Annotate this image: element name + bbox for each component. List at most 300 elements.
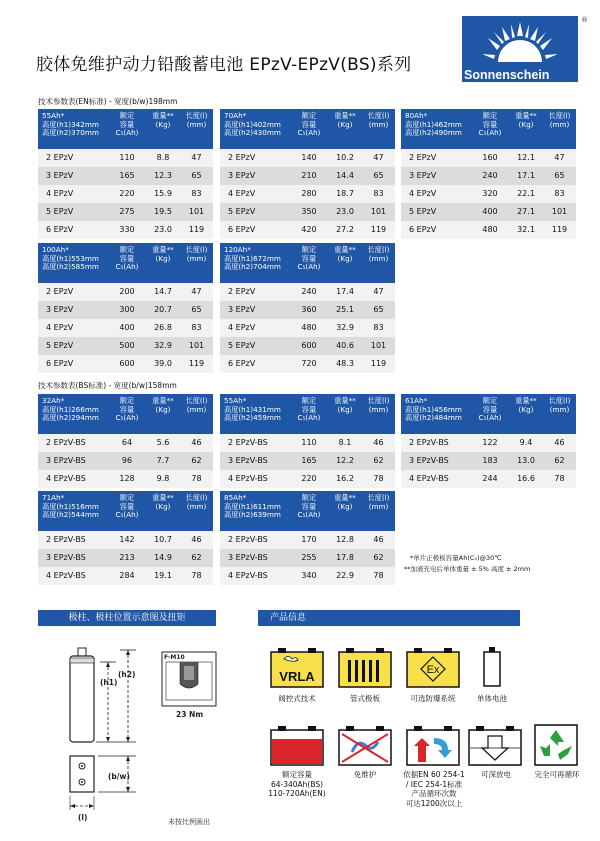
block-title-line: 高度(h2)459mm	[224, 413, 281, 423]
bs-block-3	[401, 394, 576, 488]
block-title-line: 高度(h2)704mm	[224, 262, 281, 272]
block-title	[224, 494, 294, 520]
cell-capacity: 275	[119, 207, 135, 216]
cell-weight: 25.1	[336, 305, 354, 314]
cell-capacity: 128	[119, 474, 135, 483]
cell-weight: 12.2	[336, 456, 354, 465]
col-length-header-line: (mm)	[549, 404, 570, 414]
cell-capacity: 255	[301, 553, 317, 562]
block-title-line: 高度(h1)402mm	[224, 119, 281, 129]
col-weight-header-line: 重量**	[515, 111, 537, 120]
cell-capacity: 200	[119, 287, 135, 296]
col-capacity-header	[114, 494, 140, 520]
cell-length: 62	[191, 553, 202, 562]
bs-block-4	[38, 491, 213, 585]
cell-weight: 12.8	[336, 535, 354, 544]
cell-capacity: 360	[301, 305, 317, 314]
cell-length: 101	[370, 207, 387, 216]
cell-length: 62	[373, 553, 384, 562]
cell-length: 62	[373, 456, 384, 465]
single-cell-icon	[482, 646, 502, 688]
col-length-header-line: (mm)	[186, 119, 207, 129]
cell-model: 4 EPzV-BS	[409, 474, 449, 483]
en-block-1	[38, 109, 213, 239]
en-block-2	[220, 109, 395, 239]
block-title-line: 高度(h2)484mm	[405, 413, 462, 423]
ex-text: Ex	[426, 664, 440, 676]
cell-model: 4 EPzV-BS	[228, 474, 268, 483]
dim-h2-label: (h2)	[118, 670, 136, 679]
table-row	[38, 434, 213, 452]
cell-weight: 27.1	[517, 207, 535, 216]
block-title-line: 55Ah*	[42, 111, 65, 120]
cell-length: 83	[191, 323, 202, 332]
cell-model: 4 EPzV	[228, 189, 256, 198]
col-capacity-header-line: 额定	[482, 111, 498, 120]
cell-capacity: 110	[301, 438, 317, 447]
table-row	[38, 452, 213, 470]
block-title-line: 高度(h1)431mm	[224, 404, 281, 414]
block-header	[38, 109, 213, 149]
cell-length: 119	[370, 359, 387, 368]
block-header	[401, 109, 576, 149]
capacity-icon	[270, 724, 324, 766]
ex-label: 可选防爆系统	[410, 694, 456, 703]
section-bs-label: 技术参数表(BS标准) - 宽度(b/w)158mm	[38, 381, 177, 390]
block-header	[220, 394, 395, 434]
col-length-header-line: 长度(l)	[548, 111, 571, 120]
cell-length: 47	[554, 153, 565, 162]
cell-length: 46	[191, 438, 202, 447]
col-length-header-line: (mm)	[186, 253, 207, 263]
col-capacity-header-line: 容量	[119, 501, 135, 511]
table-row	[220, 283, 395, 301]
table-row	[38, 185, 213, 203]
en-block-5	[220, 243, 395, 373]
table-row	[38, 531, 213, 549]
cell-weight: 23.0	[154, 225, 172, 234]
col-length-header-line: (mm)	[368, 253, 389, 263]
block-header	[220, 491, 395, 531]
col-capacity-header-line: 容量	[301, 119, 317, 129]
tubular-plate-icon	[338, 646, 392, 688]
cell-weight: 22.1	[517, 189, 535, 198]
cell-length: 78	[191, 474, 202, 483]
block-title-line: 高度(h1)456mm	[405, 404, 462, 414]
cell-model: 3 EPzV	[228, 305, 256, 314]
cell-capacity: 300	[119, 305, 135, 314]
col-weight-header-line: 重量**	[334, 396, 356, 405]
cell-capacity: 220	[301, 474, 317, 483]
cell-model: 6 EPzV	[409, 225, 437, 234]
col-weight-header-line: (Kg)	[155, 404, 171, 414]
col-capacity-header-line: 容量	[482, 404, 498, 414]
block-header	[38, 243, 213, 283]
col-length-header	[362, 397, 395, 414]
deep-discharge-icon	[468, 724, 522, 766]
vrla-label: 阀控式技术	[278, 694, 316, 703]
col-length-header-line: 长度(l)	[548, 396, 571, 405]
block-title-line: 高度(h1)611mm	[224, 501, 281, 511]
cell-capacity: 165	[119, 171, 135, 180]
recycle-label: 完全可再循环	[534, 770, 580, 779]
cell-length: 78	[191, 571, 202, 580]
block-rows	[401, 434, 576, 488]
cell-length: 65	[191, 171, 202, 180]
cycle-label-line1: 依据EN 60 254-1	[403, 770, 465, 779]
cell-capacity: 140	[301, 153, 317, 162]
brand-name: Sonnenschein	[464, 68, 550, 82]
col-length-header-line: 长度(l)	[367, 111, 390, 120]
col-capacity-header-line: 额定	[301, 396, 317, 405]
block-title-line: 高度(h1)462mm	[405, 119, 462, 129]
cell-capacity: 600	[119, 359, 135, 368]
cell-length: 101	[370, 341, 387, 350]
col-length-header	[543, 112, 576, 129]
cell-model: 4 EPzV-BS	[228, 571, 268, 580]
cell-model: 3 EPzV-BS	[228, 553, 268, 562]
table-row	[38, 301, 213, 319]
block-rows	[220, 531, 395, 585]
page-title: 胶体免维护动力铅酸蓄电池 EPzV-EPzV(BS)系列	[36, 55, 412, 75]
cell-capacity: 400	[482, 207, 498, 216]
block-title-line: 61Ah*	[405, 396, 428, 405]
cell-length: 62	[191, 456, 202, 465]
col-weight-header-line: 重量**	[515, 396, 537, 405]
maintenance-free-label: 免维护	[353, 770, 377, 779]
cell-model: 2 EPzV	[228, 287, 256, 296]
col-weight-header	[328, 397, 362, 414]
col-capacity-header-line: 容量	[301, 253, 317, 263]
product-info-bar: 产品信息	[258, 610, 520, 626]
cell-length: 78	[373, 474, 384, 483]
cell-capacity: 330	[119, 225, 135, 234]
single-cell-label: 单体电池	[477, 694, 507, 703]
col-capacity-header-line: 额定	[119, 493, 135, 502]
capacity-label-line1: 额定容量	[282, 770, 312, 779]
col-capacity-header-line: 额定	[482, 396, 498, 405]
block-title	[224, 397, 294, 423]
col-length-header-line: 长度(l)	[185, 111, 208, 120]
cell-model: 3 EPzV-BS	[46, 456, 86, 465]
block-title-line: 100Ah*	[42, 245, 69, 254]
cell-length: 101	[188, 207, 205, 216]
block-title-line: 高度(h2)430mm	[224, 128, 281, 138]
block-title-line: 高度(h2)544mm	[42, 510, 99, 520]
block-title-line: 高度(h2)370mm	[42, 128, 99, 138]
table-row	[38, 221, 213, 239]
col-capacity-header-line: 额定	[119, 111, 135, 120]
col-length-header	[180, 112, 213, 129]
cell-weight: 32.9	[154, 341, 172, 350]
cell-model: 2 EPzV-BS	[46, 438, 86, 447]
block-title-line: 高度(h2)585mm	[42, 262, 99, 272]
cell-capacity: 480	[301, 323, 317, 332]
table-row	[38, 283, 213, 301]
capacity-label-line3: 110-720Ah(EN)	[268, 789, 326, 798]
table-row	[220, 203, 395, 221]
col-weight-header	[146, 246, 180, 263]
block-title-line: 高度(h1)516mm	[42, 501, 99, 511]
col-weight-header-line: 重量**	[334, 493, 356, 502]
tubular-label: 管式极板	[350, 694, 380, 703]
cell-weight: 5.6	[156, 438, 170, 447]
table-row	[220, 355, 395, 373]
table-row	[220, 221, 395, 239]
footnote-2: **加液充电后单体重量 ± 5% 高度 ± 2mm	[404, 565, 531, 573]
cell-length: 46	[554, 438, 565, 447]
cell-weight: 32.1	[517, 225, 535, 234]
block-header	[38, 394, 213, 434]
col-weight-header	[328, 112, 362, 129]
table-row	[220, 185, 395, 203]
cell-weight: 12.1	[517, 153, 535, 162]
cell-capacity: 480	[482, 225, 498, 234]
table-row	[38, 337, 213, 355]
cell-length: 101	[551, 207, 568, 216]
cell-capacity: 240	[482, 171, 498, 180]
col-capacity-header-line: C₅(Ah)	[478, 413, 502, 423]
col-capacity-header	[477, 112, 503, 138]
cell-length: 83	[554, 189, 565, 198]
col-capacity-header-line: 容量	[301, 501, 317, 511]
cell-model: 3 EPzV	[46, 305, 74, 314]
col-weight-header-line: 重量**	[334, 245, 356, 254]
table-row	[220, 319, 395, 337]
block-title	[224, 112, 294, 138]
col-weight-header-line: 重量**	[152, 493, 174, 502]
cell-capacity: 400	[119, 323, 135, 332]
fm10-label: F-M10	[164, 654, 185, 661]
table-row	[401, 185, 576, 203]
cell-weight: 16.6	[517, 474, 535, 483]
cell-capacity: 280	[301, 189, 317, 198]
col-length-header-line: (mm)	[549, 119, 570, 129]
cell-capacity: 170	[301, 535, 317, 544]
cell-capacity: 213	[119, 553, 135, 562]
sun-icon	[462, 16, 578, 68]
cell-capacity: 220	[119, 189, 135, 198]
cell-length: 47	[373, 153, 384, 162]
col-weight-header	[146, 397, 180, 414]
cell-capacity: 183	[482, 456, 498, 465]
table-row	[38, 470, 213, 488]
cell-length: 47	[191, 153, 202, 162]
cell-model: 5 EPzV	[228, 341, 256, 350]
cell-model: 2 EPzV-BS	[228, 438, 268, 447]
col-length-header	[180, 397, 213, 414]
table-row	[38, 549, 213, 567]
block-rows	[401, 149, 576, 239]
col-capacity-header-line: 额定	[119, 245, 135, 254]
cell-weight: 32.9	[336, 323, 354, 332]
col-capacity-header-line: 容量	[119, 119, 135, 129]
col-length-header-line: (mm)	[368, 119, 389, 129]
block-title	[42, 112, 112, 138]
block-title-line: 32Ah*	[42, 396, 65, 405]
col-capacity-header-line: 额定	[119, 396, 135, 405]
cell-length: 119	[188, 225, 205, 234]
cell-weight: 8.1	[338, 438, 352, 447]
cell-weight: 10.7	[154, 535, 172, 544]
block-title	[405, 397, 475, 423]
recycle-icon	[534, 724, 578, 766]
cycle-label-line3: 产品循环次数	[411, 789, 457, 798]
cell-length: 78	[554, 474, 565, 483]
cell-length: 83	[191, 189, 202, 198]
block-rows	[38, 149, 213, 239]
not-to-scale-label: 未按比例画出	[168, 818, 210, 826]
col-capacity-header-line: C₅(Ah)	[115, 510, 139, 520]
block-header	[401, 394, 576, 434]
col-length-header	[362, 246, 395, 263]
col-capacity-header-line: C₅(Ah)	[297, 128, 321, 138]
cell-model: 3 EPzV-BS	[409, 456, 449, 465]
col-capacity-header	[296, 246, 322, 272]
col-capacity-header-line: C₅(Ah)	[478, 128, 502, 138]
cell-weight: 18.7	[336, 189, 354, 198]
table-row	[401, 434, 576, 452]
col-capacity-header	[114, 246, 140, 272]
cell-model: 4 EPzV	[46, 189, 74, 198]
block-title-line: 高度(h1)342mm	[42, 119, 99, 129]
table-row	[220, 531, 395, 549]
bs-block-5	[220, 491, 395, 585]
cell-model: 4 EPzV	[409, 189, 437, 198]
block-rows	[38, 531, 213, 585]
cell-weight: 13.0	[517, 456, 535, 465]
cell-weight: 10.2	[336, 153, 354, 162]
col-weight-header	[146, 494, 180, 511]
col-capacity-header-line: C₅(Ah)	[115, 262, 139, 272]
table-row	[401, 452, 576, 470]
table-row	[401, 221, 576, 239]
block-header	[38, 491, 213, 531]
cell-weight: 23.0	[336, 207, 354, 216]
cell-weight: 8.8	[156, 153, 170, 162]
cell-model: 6 EPzV	[46, 225, 74, 234]
col-length-header-line: 长度(l)	[367, 396, 390, 405]
cell-weight: 26.8	[154, 323, 172, 332]
block-title-line: 高度(h2)639mm	[224, 510, 281, 520]
col-weight-header-line: (Kg)	[337, 501, 353, 511]
cell-model: 6 EPzV	[228, 225, 256, 234]
block-rows	[38, 434, 213, 488]
cell-weight: 39.0	[154, 359, 172, 368]
col-weight-header-line: (Kg)	[155, 119, 171, 129]
section-en-label: 技术参数表(EN标准) - 宽度(b/w)198mm	[38, 97, 178, 106]
block-header	[220, 109, 395, 149]
col-length-header	[543, 397, 576, 414]
col-weight-header	[509, 112, 543, 129]
sonnenschein-logo	[462, 16, 590, 96]
cell-model: 2 EPzV	[46, 287, 74, 296]
col-capacity-header-line: 容量	[119, 253, 135, 263]
cell-length: 83	[373, 323, 384, 332]
en-block-3	[401, 109, 576, 239]
col-capacity-header-line: 额定	[301, 111, 317, 120]
capacity-label-line2: 64-340Ah(BS)	[270, 779, 324, 789]
col-weight-header	[509, 397, 543, 414]
cell-model: 3 EPzV	[228, 171, 256, 180]
col-capacity-header-line: 容量	[119, 404, 135, 414]
cell-model: 5 EPzV	[46, 341, 74, 350]
en-block-4	[38, 243, 213, 373]
table-row	[220, 337, 395, 355]
cell-weight: 40.6	[336, 341, 354, 350]
col-capacity-header	[477, 397, 503, 423]
cell-capacity: 500	[119, 341, 135, 350]
cell-model: 3 EPzV	[46, 171, 74, 180]
col-capacity-header-line: C₅(Ah)	[115, 128, 139, 138]
cell-length: 47	[373, 287, 384, 296]
cell-weight: 16.2	[336, 474, 354, 483]
cell-model: 6 EPzV	[228, 359, 256, 368]
col-weight-header-line: (Kg)	[155, 501, 171, 511]
col-length-header-line: (mm)	[368, 501, 389, 511]
logo-box	[462, 16, 578, 82]
cell-length: 62	[554, 456, 565, 465]
col-weight-header-line: (Kg)	[337, 253, 353, 263]
cell-capacity: 165	[301, 456, 317, 465]
col-capacity-header-line: 容量	[482, 119, 498, 129]
cell-model: 4 EPzV-BS	[46, 571, 86, 580]
col-capacity-header	[296, 397, 322, 423]
cell-capacity: 160	[482, 153, 498, 162]
col-length-header-line: (mm)	[368, 404, 389, 414]
cycle-life-icon	[406, 724, 460, 766]
cell-length: 65	[191, 305, 202, 314]
table-row	[401, 470, 576, 488]
cell-length: 46	[373, 535, 384, 544]
cell-length: 83	[373, 189, 384, 198]
cell-weight: 12.3	[154, 171, 172, 180]
col-weight-header-line: 重量**	[152, 111, 174, 120]
cell-model: 5 EPzV	[228, 207, 256, 216]
cell-length: 65	[373, 171, 384, 180]
cell-weight: 15.9	[154, 189, 172, 198]
cell-capacity: 340	[301, 571, 317, 580]
col-capacity-header-line: C₅(Ah)	[297, 262, 321, 272]
col-capacity-header-line: 容量	[301, 404, 317, 414]
block-title	[405, 112, 475, 138]
cell-model: 4 EPzV	[228, 323, 256, 332]
cell-weight: 14.7	[154, 287, 172, 296]
col-length-header	[180, 246, 213, 263]
cell-weight: 14.4	[336, 171, 354, 180]
cell-length: 46	[191, 535, 202, 544]
table-row	[401, 167, 576, 185]
dim-h1-label: (h1)	[100, 678, 118, 687]
cycle-life-label	[394, 770, 474, 808]
block-header	[220, 243, 395, 283]
block-title-line: 高度(h1)672mm	[224, 253, 281, 263]
explosion-proof-icon	[406, 646, 460, 688]
block-rows	[220, 434, 395, 488]
cell-length: 65	[554, 171, 565, 180]
vrla-text: VRLA	[279, 669, 315, 684]
dim-bw-label: (b/w)	[108, 772, 130, 781]
col-weight-header-line: (Kg)	[518, 404, 534, 414]
col-weight-header-line: 重量**	[152, 245, 174, 254]
table-row	[220, 470, 395, 488]
cell-length: 119	[370, 225, 387, 234]
block-title-line: 55Ah*	[224, 396, 247, 405]
table-row	[220, 167, 395, 185]
cell-capacity: 96	[121, 456, 133, 465]
maintenance-free-icon	[338, 724, 392, 766]
col-length-header	[362, 494, 395, 511]
